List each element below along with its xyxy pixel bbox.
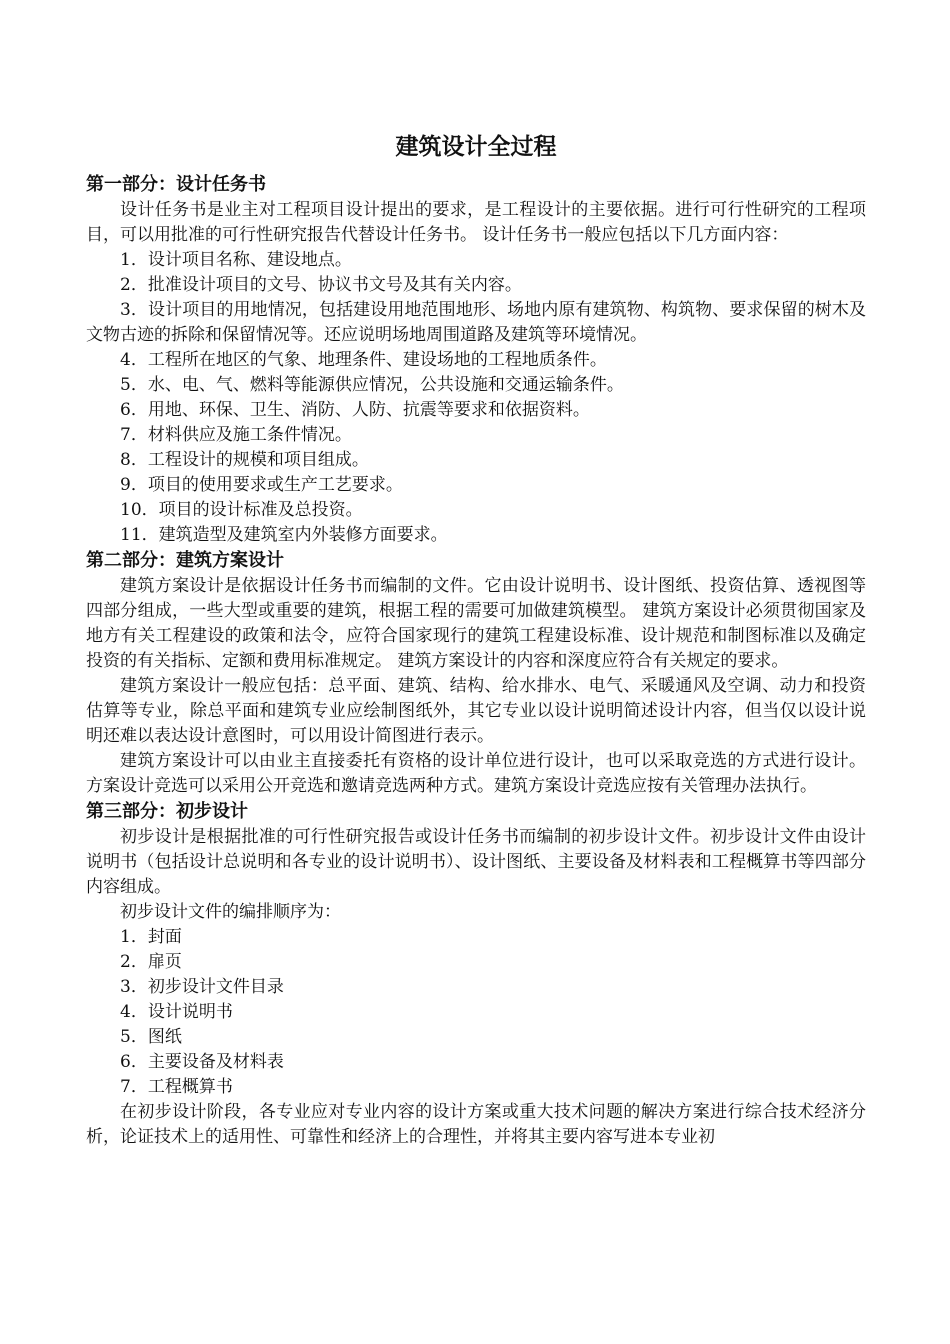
list-item: 4．设计说明书 <box>120 1002 233 1022</box>
list-item: 9．项目的使用要求或生产工艺要求。 <box>120 475 403 495</box>
list-item: 6．主要设备及材料表 <box>120 1052 284 1072</box>
section-heading-part1: 第一部分：设计任务书 <box>86 174 266 195</box>
paragraph: 建筑方案设计可以由业主直接委托有资格的设计单位进行设计，也可以采取竞选的方式进行设计。方案设计竞选可以采用公开竞选和邀请竞选两种方式。建筑方案设计竞选应按有关管理办法执行。 <box>86 751 866 796</box>
list-item: 7．材料供应及施工条件情况。 <box>120 425 352 445</box>
list-item: 5．图纸 <box>120 1027 182 1047</box>
paragraph: 建筑方案设计是依据设计任务书而编制的文件。它由设计说明书、设计图纸、投资估算、透视图等四部分组成，一些大型或重要的建筑，根据工程的需要可加做建筑模型。 建筑方案设计必须贯彻国家及地方有关工程建设的政策和法令，应符合国家现行的建筑工程建设标准、设计规范和制图标准以及确定投资的有关指标、定额和费用标准规定。 建筑方案设计的内容和深度应符合有关规定的要求。 <box>86 576 866 671</box>
document-body <box>86 132 866 1150</box>
section-heading-part2: 第二部分：建筑方案设计 <box>86 550 284 571</box>
list-item: 5．水、电、气、燃料等能源供应情况，公共设施和交通运输条件。 <box>120 375 624 395</box>
paragraph: 建筑方案设计一般应包括：总平面、建筑、结构、给水排水、电气、采暖通风及空调、动力和投资估算等专业，除总平面和建筑专业应绘制图纸外，其它专业以设计说明简述设计内容，但当仅以设计说明还难以表达设计意图时，可以用设计简图进行表示。 <box>86 676 866 746</box>
list-item: 3．设计项目的用地情况，包括建设用地范围地形、场地内原有建筑物、构筑物、要求保留的树木及文物古迹的拆除和保留情况等。还应说明场地周围道路及建筑等环境情况。 <box>86 300 866 345</box>
paragraph: 在初步设计阶段，各专业应对专业内容的设计方案或重大技术问题的解决方案进行综合技术经济分析，论证技术上的适用性、可靠性和经济上的合理性，并将其主要内容写进本专业初 <box>86 1102 866 1147</box>
list-item: 1．封面 <box>120 927 182 947</box>
list-item: 1．设计项目名称、建设地点。 <box>120 250 352 270</box>
list-item: 11．建筑造型及建筑室内外装修方面要求。 <box>120 525 448 545</box>
list-item: 7．工程概算书 <box>120 1077 233 1097</box>
list-item: 2．扉页 <box>120 952 182 972</box>
order-label: 初步设计文件的编排顺序为： <box>120 902 341 922</box>
list-item: 6．用地、环保、卫生、消防、人防、抗震等要求和依据资料。 <box>120 400 590 420</box>
list-item: 2．批准设计项目的文号、协议书文号及其有关内容。 <box>120 275 522 295</box>
list-item: 4．工程所在地区的气象、地理条件、建设场地的工程地质条件。 <box>120 350 607 370</box>
list-item: 3．初步设计文件目录 <box>120 977 284 997</box>
document-title: 建筑设计全过程 <box>395 134 557 160</box>
section-heading-part3: 第三部分：初步设计 <box>86 801 248 822</box>
paragraph: 设计任务书是业主对工程项目设计提出的要求，是工程设计的主要依据。进行可行性研究的工程项目，可以用批准的可行性研究报告代替设计任务书。 设计任务书一般应包括以下几方面内容： <box>86 200 866 245</box>
list-item: 8．工程设计的规模和项目组成。 <box>120 450 369 470</box>
paragraph: 初步设计是根据批准的可行性研究报告或设计任务书而编制的初步设计文件。初步设计文件由设计说明书（包括设计总说明和各专业的设计说明书）、设计图纸、主要设备及材料表和工程概算书等四部分内容组成。 <box>86 827 866 897</box>
list-item: 10．项目的设计标准及总投资。 <box>120 500 363 520</box>
